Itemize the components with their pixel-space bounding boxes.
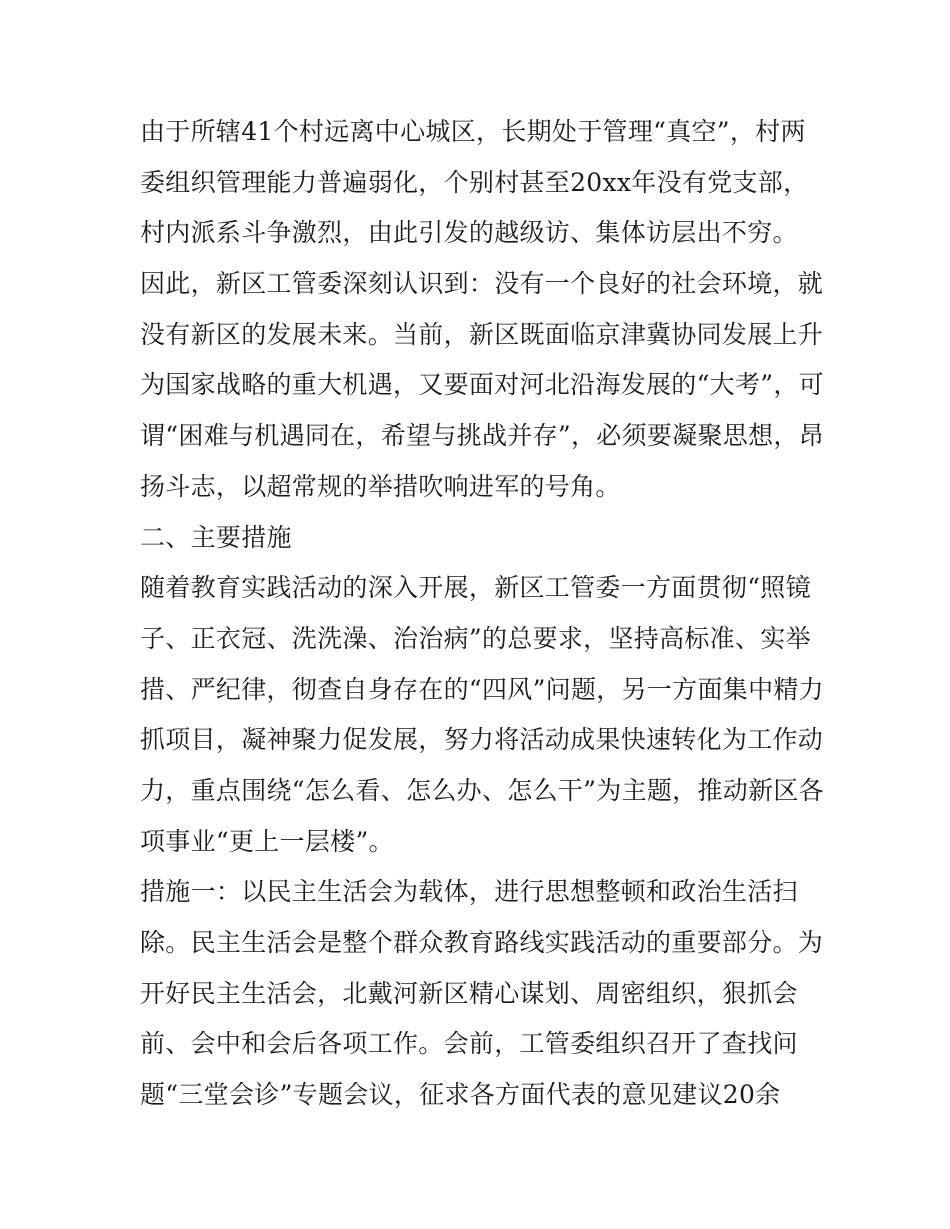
text-line: 措、严纪律，彻查自身存在的“四风”问题，另一方面集中精力	[140, 674, 824, 704]
text-line: 随着教育实践活动的深入开展，新区工管委一方面贯彻“照镜	[140, 573, 811, 603]
text-line: 除。民主生活会是整个群众教育路线实践活动的重要部分。为	[140, 928, 824, 957]
text-line: 开好民主生活会，北戴河新区精心谋划、周密组织，狠抓会	[140, 978, 798, 1008]
document-body	[140, 107, 824, 1121]
text-line: 为国家战略的重大机遇，又要面对河北沿海发展的“大考”，可	[140, 370, 824, 400]
text-line: 村内派系斗争激烈，由此引发的越级访、集体访层出不穷。	[140, 218, 798, 248]
text-line: 项事业“更上一层楼”。	[140, 826, 394, 856]
text-line: 扬斗志，以超常规的举措吹响进军的号角。	[140, 471, 621, 501]
text-line: 措施一：以民主生活会为载体，进行思想整顿和政治生活扫	[140, 877, 798, 907]
text-line: 没有新区的发展未来。当前，新区既面临京津冀协同发展上升	[140, 319, 824, 349]
text-line: 题“三堂会诊”专题会议，征求各方面代表的意见建议20余	[140, 1080, 781, 1110]
text-line: 子、正衣冠、洗洗澡、治治病”的总要求，坚持高标准、实举	[140, 623, 811, 653]
section-heading: 二、主要措施	[140, 522, 292, 552]
text-line: 由于所辖41个村远离中心城区，长期处于管理“真空”，村两	[140, 117, 806, 146]
text-line: 谓“困难与机遇同在，希望与挑战并存”，必须要凝聚思想，昂	[140, 421, 824, 451]
text-line: 前、会中和会后各项工作。会前，工管委组织召开了查找问	[140, 1029, 798, 1059]
text-line: 抓项目，凝神聚力促发展，努力将活动成果快速转化为工作动	[140, 725, 824, 755]
text-line: 力，重点围绕“怎么看、怎么办、怎么干”为主题，推动新区各	[140, 775, 824, 805]
text-line: 因此，新区工管委深刻认识到：没有一个良好的社会环境，就	[140, 269, 824, 299]
text-line: 委组织管理能力普遍弱化，个别村甚至20xx年没有党支部，	[140, 167, 809, 197]
